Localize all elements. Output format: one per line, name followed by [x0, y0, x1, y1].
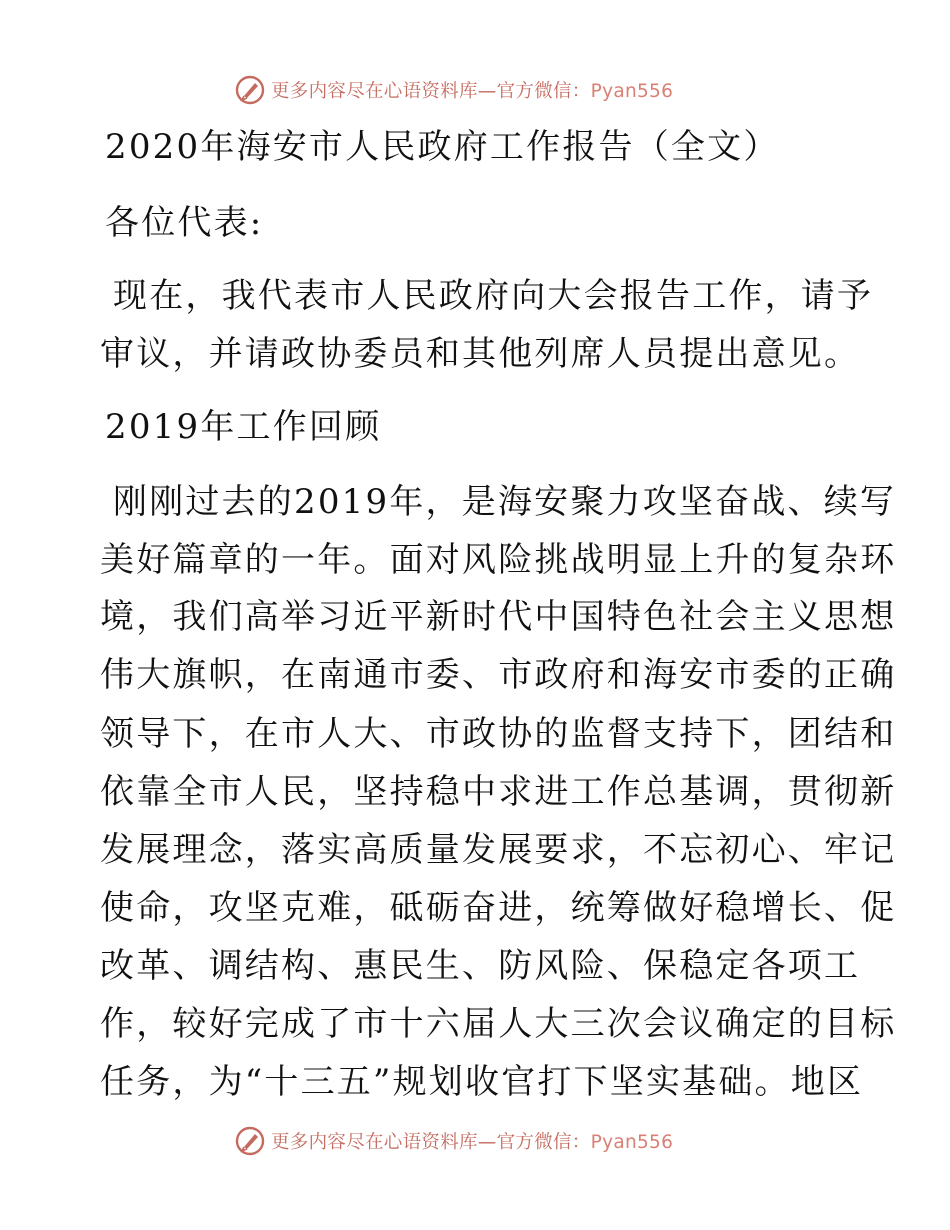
quill-pen-logo-icon: [235, 75, 265, 105]
paragraph-1-line: 审议，并请政协委员和其他列席人员提出意见。: [100, 334, 861, 374]
paragraph-2-line: 境，我们高举习近平新时代中国特色社会主义思想: [100, 597, 897, 637]
salutation: 各位代表:: [105, 203, 264, 243]
paragraph-2-line: 刚刚过去的2019年，是海安聚力攻坚奋战、续写: [100, 482, 897, 522]
watermark-text: 更多内容尽在心语资料库—官方微信：: [271, 1132, 591, 1153]
paragraph-2-line: 作，较好完成了市十六届人大三次会议确定的目标: [100, 1004, 897, 1044]
document-title: 2020年海安市人民政府工作报告（全文）: [105, 127, 780, 167]
footer-watermark: [235, 1123, 673, 1159]
paragraph-2-line: 发展理念，落实高质量发展要求，不忘初心、牢记: [100, 830, 897, 870]
paragraph-1-line: 现在，我代表市人民政府向大会报告工作，请予: [100, 276, 874, 316]
quill-pen-logo-icon: [235, 1126, 265, 1156]
header-watermark: [235, 72, 673, 108]
paragraph-2-line: 依靠全市人民，坚持稳中求进工作总基调，贯彻新: [100, 772, 897, 812]
paragraph-2-line: 使命，攻坚克难，砥砺奋进，统筹做好稳增长、促: [100, 888, 897, 928]
paragraph-2-line: 美好篇章的一年。面对风险挑战明显上升的复杂环: [100, 540, 897, 580]
section-heading: 2019年工作回顾: [105, 407, 382, 447]
watermark-text: 更多内容尽在心语资料库—官方微信：: [271, 81, 591, 102]
paragraph-2-line: 伟大旗帜，在南通市委、市政府和海安市委的正确: [100, 655, 897, 695]
watermark-wechat-id: Pyan556: [590, 81, 674, 102]
paragraph-2-line: 领导下，在市人大、市政协的监督支持下，团结和: [100, 714, 897, 754]
paragraph-2-line: 任务，为“十三五”规划收官打下坚实基础。地区: [100, 1062, 864, 1102]
watermark-wechat-id: Pyan556: [590, 1132, 674, 1153]
paragraph-2-line: 改革、调结构、惠民生、防风险、保稳定各项工: [100, 946, 861, 986]
